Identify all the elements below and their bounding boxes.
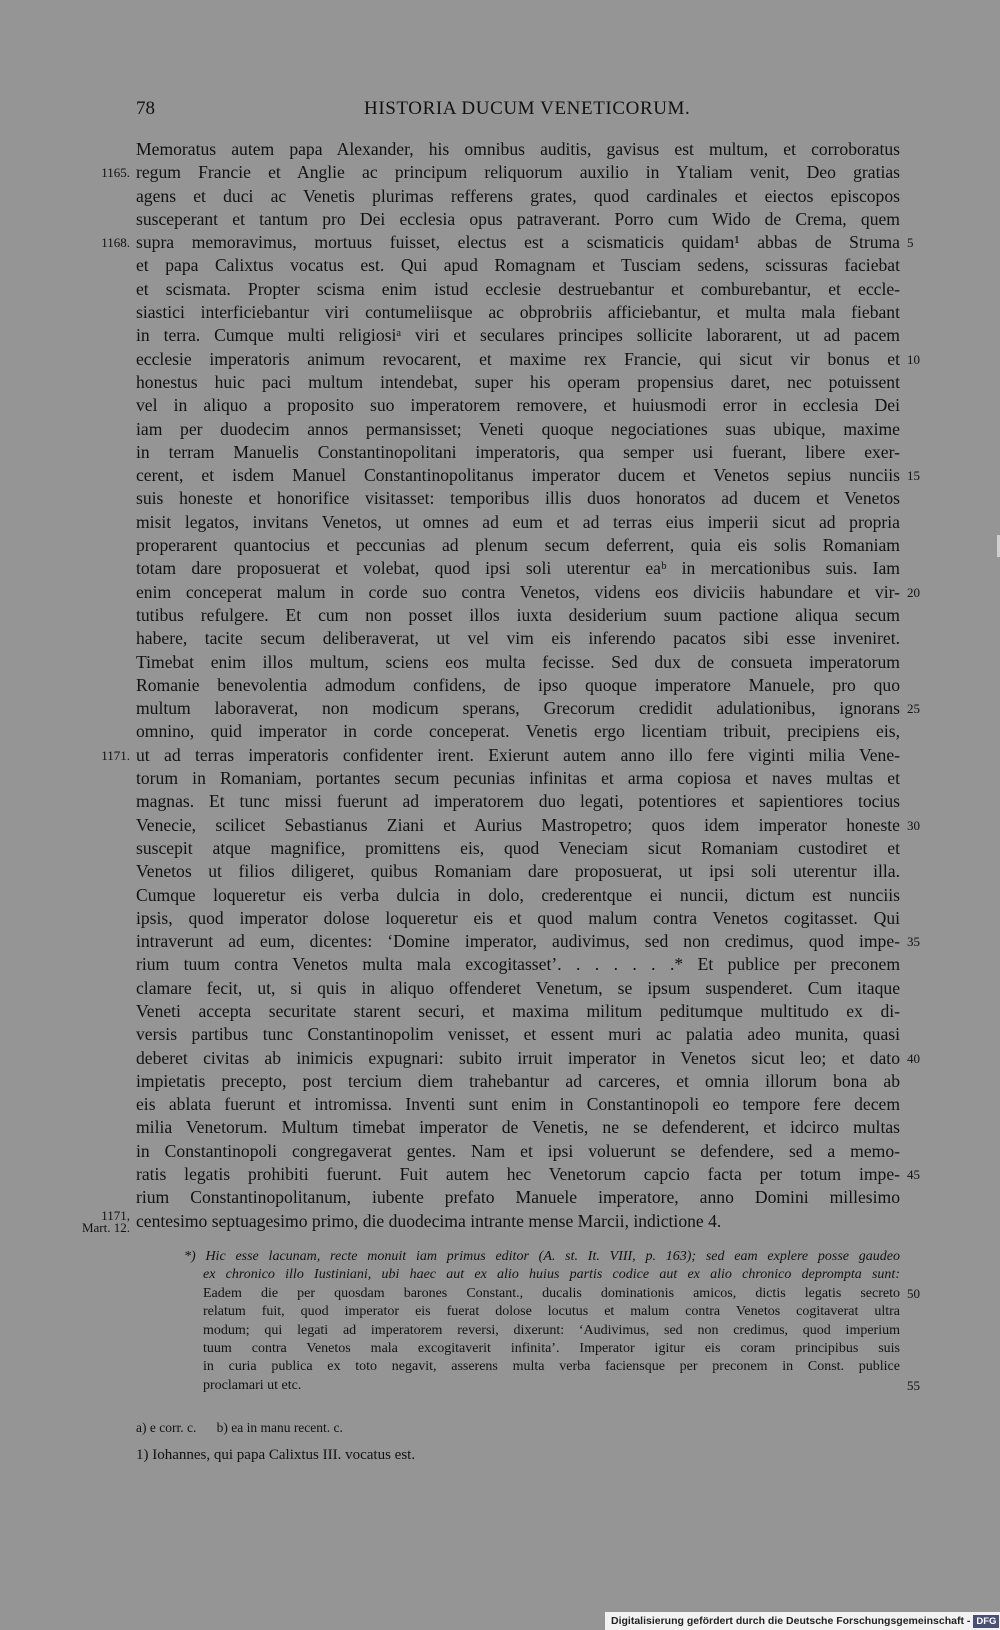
text-line — [0, 581, 1000, 604]
footnote-line — [0, 1340, 1000, 1358]
text-line — [0, 464, 1000, 487]
text-line-content: suscepit atque magnifice, promittens eis, quod Veneciam sicut Romaniam custodiret et — [136, 837, 900, 858]
text-line-content: Venetos ut filios diligeret, quibus Romaniam dare proposuerat, ut ipsi soli uterentur illa. — [136, 861, 900, 882]
text-line-content: in terra. Cumque multi religiosiᵃ viri et seculares principes sollicite laborarent, ut ad pacem — [136, 325, 900, 346]
text-line — [0, 371, 1000, 394]
line-number: 50 — [907, 1285, 920, 1301]
digitization-footer — [605, 1612, 1000, 1630]
text-line-content: deberet civitas ab inimicis expugnari: subito irruit imperator in Venetos sicut leo; et dato — [136, 1047, 900, 1068]
margin-year: 1171. — [101, 747, 130, 763]
text-line-content: intraverunt ad eum, dicentes: ‘Domine imperator, audivimus, sed non credimus, quod impe- — [136, 931, 900, 952]
text-line — [0, 604, 1000, 627]
text-line — [0, 348, 1000, 371]
line-number: 15 — [907, 468, 920, 484]
footnote-line — [0, 1322, 1000, 1340]
text-line — [0, 394, 1000, 417]
footer-text: Digitalisierung gefördert durch die Deutsche Forschungsgemeinschaft - — [611, 1615, 971, 1627]
text-line-content: ut ad terras imperatoris confidenter irent. Exierunt autem anno illo fere viginti milia Vene- — [136, 744, 900, 765]
text-line-content: suis honeste et honorifice visitasset: temporibus illis duos honoratos ad ducem et Venetos — [136, 488, 900, 509]
footnote-line-content: modum; qui legati ad imperatorem reversi, dixerunt: ‘Audivimus, sed non credimus, quod imperium — [203, 1322, 900, 1338]
text-line — [0, 1140, 1000, 1163]
text-line — [0, 907, 1000, 930]
text-line-content: totam dare proposuerat et volebat, quod ipsi soli uterentur eaᵇ in mercationibus suis. Iam — [136, 558, 900, 579]
footnote-1: 1) Iohannes, qui papa Calixtus III. vocatus est. — [136, 1447, 416, 1463]
footnote-line — [0, 1248, 1000, 1266]
text-line-content: eis ablata fuerunt et intromissa. Inventi sunt enim in Constantinopoli eo tempore fere decem — [136, 1094, 900, 1115]
text-line — [0, 953, 1000, 976]
text-line-content: Cumque loqueretur eis verba dulcia in dolo, crederentque ei nuncii, dictum est nunciis — [136, 884, 900, 905]
page-header — [0, 98, 1000, 122]
text-line — [0, 1186, 1000, 1209]
text-line — [0, 1116, 1000, 1139]
text-line-content: Memoratus autem papa Alexander, his omnibus auditis, gavisus est multum, et corroboratus — [136, 139, 900, 159]
running-title: HISTORIA DUCUM VENETICORUM. — [364, 98, 691, 119]
footnote-line-content: Eadem die per quosdam barones Constant., ducalis dominationis amicos, dictis legatis secreto — [203, 1285, 900, 1301]
text-line-content: in terram Manuelis Constantinopolitani imperatoris, qua semper usi fuerant, libere exer- — [136, 441, 900, 462]
line-number: 35 — [907, 934, 920, 950]
text-line-content: regum Francie et Anglie ac principum reliquorum auxilio in Ytaliam venit, Deo gratias — [136, 162, 900, 183]
footnote-lacuna — [0, 1248, 1000, 1395]
text-line-content: versis partibus tunc Constantinopolim venisset, et essent muri ac palatia adeo munita, quasi — [136, 1024, 900, 1045]
text-line — [0, 884, 1000, 907]
text-line — [0, 1093, 1000, 1116]
line-number: 45 — [907, 1167, 920, 1183]
text-line-content: supra memoravimus, mortuus fuisset, electus est a scismaticis quidam¹ abbas de Struma — [136, 232, 900, 253]
text-line-content: honestus huic paci multum intendebat, super his operam propensius daret, nec potuissent — [136, 371, 900, 392]
text-line-content: ratis legatis prohibiti fuerunt. Fuit autem hec Venetorum capcio facta per totum impe- — [136, 1164, 900, 1185]
page-number: 78 — [136, 98, 155, 119]
text-line-content: ipsis, quod imperator dolose loqueretur eis et quod malum contra Venetos cogitasset. Qui — [136, 907, 900, 928]
text-line — [0, 697, 1000, 720]
line-number: 40 — [907, 1050, 920, 1066]
apparatus-note-a: a) e corr. c. — [136, 1420, 197, 1435]
text-line-content: centesimo septuagesimo primo, die duodecima intrante mense Marcii, indictione 4. — [136, 1210, 722, 1231]
line-number: 20 — [907, 584, 920, 600]
text-line — [0, 627, 1000, 650]
text-line-content: rium Constantinopolitanum, iubente prefato Manuele imperatore, anno Domini millesimo — [136, 1187, 900, 1208]
footnote-line — [0, 1266, 1000, 1284]
text-line-content: rium tuum contra Venetos multa mala excogitasset’. . . . . . .* Et publice per preconem — [136, 954, 900, 975]
text-line — [0, 977, 1000, 1000]
text-line — [0, 208, 1000, 231]
text-line — [0, 511, 1000, 534]
line-number: 55 — [907, 1377, 920, 1393]
footnote-line — [0, 1377, 1000, 1395]
line-number: 25 — [907, 701, 920, 717]
footnote-line-content: relatum fuit, quod imperator eis fuerat dolose locutus et malum contra Venetos cogitaverat ultra — [203, 1304, 900, 1320]
text-line — [0, 301, 1000, 324]
text-line — [0, 1047, 1000, 1070]
text-line-content: vel in aliquo a proposito suo imperatorem removere, et huiusmodi error in ecclesia Dei — [136, 395, 900, 416]
text-line — [0, 231, 1000, 254]
text-line-content: et papa Calixtus vocatus est. Qui apud Romagnam et Tusciam sedens, scissuras faciebat — [136, 255, 900, 276]
text-line-content: clamare fecit, ut, si quis in aliquo offenderet Venetum, se ipsum suspenderet. Cum itaque — [136, 977, 900, 998]
text-line-content: ecclesie imperatoris animum revocarent, et maxime rex Francie, qui sicut vir bonus et — [136, 348, 900, 369]
margin-year: 1165. — [101, 165, 130, 181]
text-line-content: iam per duodecim annos permansisset; Veneti quoque negociationes suas ubique, maxime — [136, 418, 900, 439]
footnote-line — [0, 1358, 1000, 1376]
text-line — [0, 1070, 1000, 1093]
text-line-content: Timebat enim illos multum, sciens eos multa fecisse. Sed dux de consueta imperatorum — [136, 651, 900, 672]
apparatus-note-b: b) ea in manu recent. c. — [216, 1420, 343, 1435]
text-line-content: enim conceperat malum in corde suo contra Venetos, videns eos diviciis habundare et vir- — [136, 581, 900, 602]
text-line — [0, 1163, 1000, 1186]
text-line — [0, 278, 1000, 301]
text-line-content: siastici interficiebantur viri contumeliisque ac obprobriis afficiebantur, et multa mala fiebant — [136, 302, 900, 323]
footnote-line-content: in curia publica ex toto negavit, asserens multa verba faciensque per preconem in Const. publice — [203, 1359, 900, 1375]
text-line-content: cerent, et isdem Manuel Constantinopolitanus imperator ducem et Venetos sepius nunciis — [136, 465, 900, 486]
footnote-line — [0, 1285, 1000, 1303]
text-line-content: milia Venetorum. Multum timebat imperator de Venetis, ne se defenderent, et idcirco multas — [136, 1117, 900, 1138]
text-line — [0, 138, 1000, 161]
apparatus-notes — [136, 1420, 343, 1436]
text-line-content: in Constantinopoli congregaverat gentes. Nam et ipsi voluerunt se defendere, sed a memo- — [136, 1140, 900, 1161]
text-line — [0, 161, 1000, 184]
text-line — [0, 767, 1000, 790]
text-line — [0, 837, 1000, 860]
text-line — [0, 814, 1000, 837]
text-line-content: multum laboraverat, non modicum sperans, Grecorum credidit adulationibus, ignorans — [136, 698, 900, 719]
text-line-content: et scismata. Propter scisma enim istud ecclesie destruebantur et comburebantur, et eccle- — [136, 278, 900, 299]
text-line — [0, 324, 1000, 347]
line-number: 10 — [907, 351, 920, 367]
text-line-content: torum in Romaniam, portantes secum pecunias infinitas et arma copiosa et naves multas et — [136, 768, 900, 789]
text-line — [0, 1000, 1000, 1023]
text-line — [0, 860, 1000, 883]
text-line — [0, 418, 1000, 441]
text-line-content: agens et duci ac Venetis plurimas refferens grates, quod cardinales et eiectos episcopos — [136, 185, 900, 206]
margin-year: 1171, Mart. 12. — [81, 1207, 130, 1235]
margin-year: 1168. — [101, 235, 130, 251]
text-line-content: Venecie, scilicet Sebastianus Ziani et Aurius Mastropetro; quos idem imperator honeste — [136, 814, 900, 835]
text-line — [0, 651, 1000, 674]
text-line — [0, 1207, 1000, 1235]
text-line-content: susceperant et tantum pro Dei ecclesia opus patraverant. Porro cum Wido de Crema, quem — [136, 208, 900, 229]
text-line-content: tutibus refulgere. Et cum non posset illos iuxta desiderium suum pactione aliqua secum — [136, 604, 900, 625]
text-line — [0, 534, 1000, 557]
text-line — [0, 185, 1000, 208]
text-line-content: Romanie benevolentia admodum confidens, de ipso quoque imperatore Manuele, pro quo — [136, 674, 900, 695]
text-line — [0, 744, 1000, 767]
text-line-content: misit legatos, invitans Venetos, ut omnes ad eum et ad terras eius imperii sicut ad propria — [136, 511, 900, 532]
footnote-line — [0, 1303, 1000, 1321]
text-line — [0, 254, 1000, 277]
line-number: 30 — [907, 817, 920, 833]
text-line-content: magnas. Et tunc missi fuerunt ad imperatorem duo legati, potentiores et sapientiores tocius — [136, 791, 900, 812]
footnote-line-content: tuum contra Venetos mala excogitaverit infinita’. Imperator igitur eis coram principibus suis — [203, 1340, 900, 1356]
text-line — [0, 674, 1000, 697]
text-line — [0, 720, 1000, 743]
text-line — [0, 1023, 1000, 1046]
text-line — [0, 487, 1000, 510]
text-line-content: Veneti accepta securitate starent securi, et maxima militum peditumque multitudo ex di- — [136, 1000, 900, 1021]
text-line-content: omnino, quid imperator in corde conceperat. Venetis ergo licentiam tribuit, precipiens eis, — [136, 721, 900, 742]
footnote-line-content: *) Hic esse lacunam, recte monuit iam primus editor (A. st. It. VIII, p. 163); sed eam explere posse gaudeo — [184, 1249, 900, 1264]
main-text — [0, 138, 1000, 1233]
text-line — [0, 790, 1000, 813]
footnote-line-content: proclamari ut etc. — [203, 1377, 302, 1393]
text-line-content: properarent quantocius et peccunias ad plenum secum deferrent, quia eis solis Romaniam — [136, 535, 900, 556]
text-line — [0, 930, 1000, 953]
text-line-content: impietatis precepto, post tercium diem trahebantur ad carceres, et omnia illorum bona ab — [136, 1070, 900, 1091]
text-line — [0, 557, 1000, 580]
text-line-content: habere, tacite secum deliberaverat, ut vel vim eis inferendo pacatos sibi esse inveniret. — [136, 628, 900, 649]
text-line — [0, 441, 1000, 464]
line-number: 5 — [907, 235, 914, 251]
dfg-logo: DFG — [973, 1615, 999, 1628]
footnote-line-content: ex chronico illo Iustiniani, ubi haec aut ex alio huius partis codice aut ex alio chronico deprompta sunt: — [203, 1267, 900, 1283]
